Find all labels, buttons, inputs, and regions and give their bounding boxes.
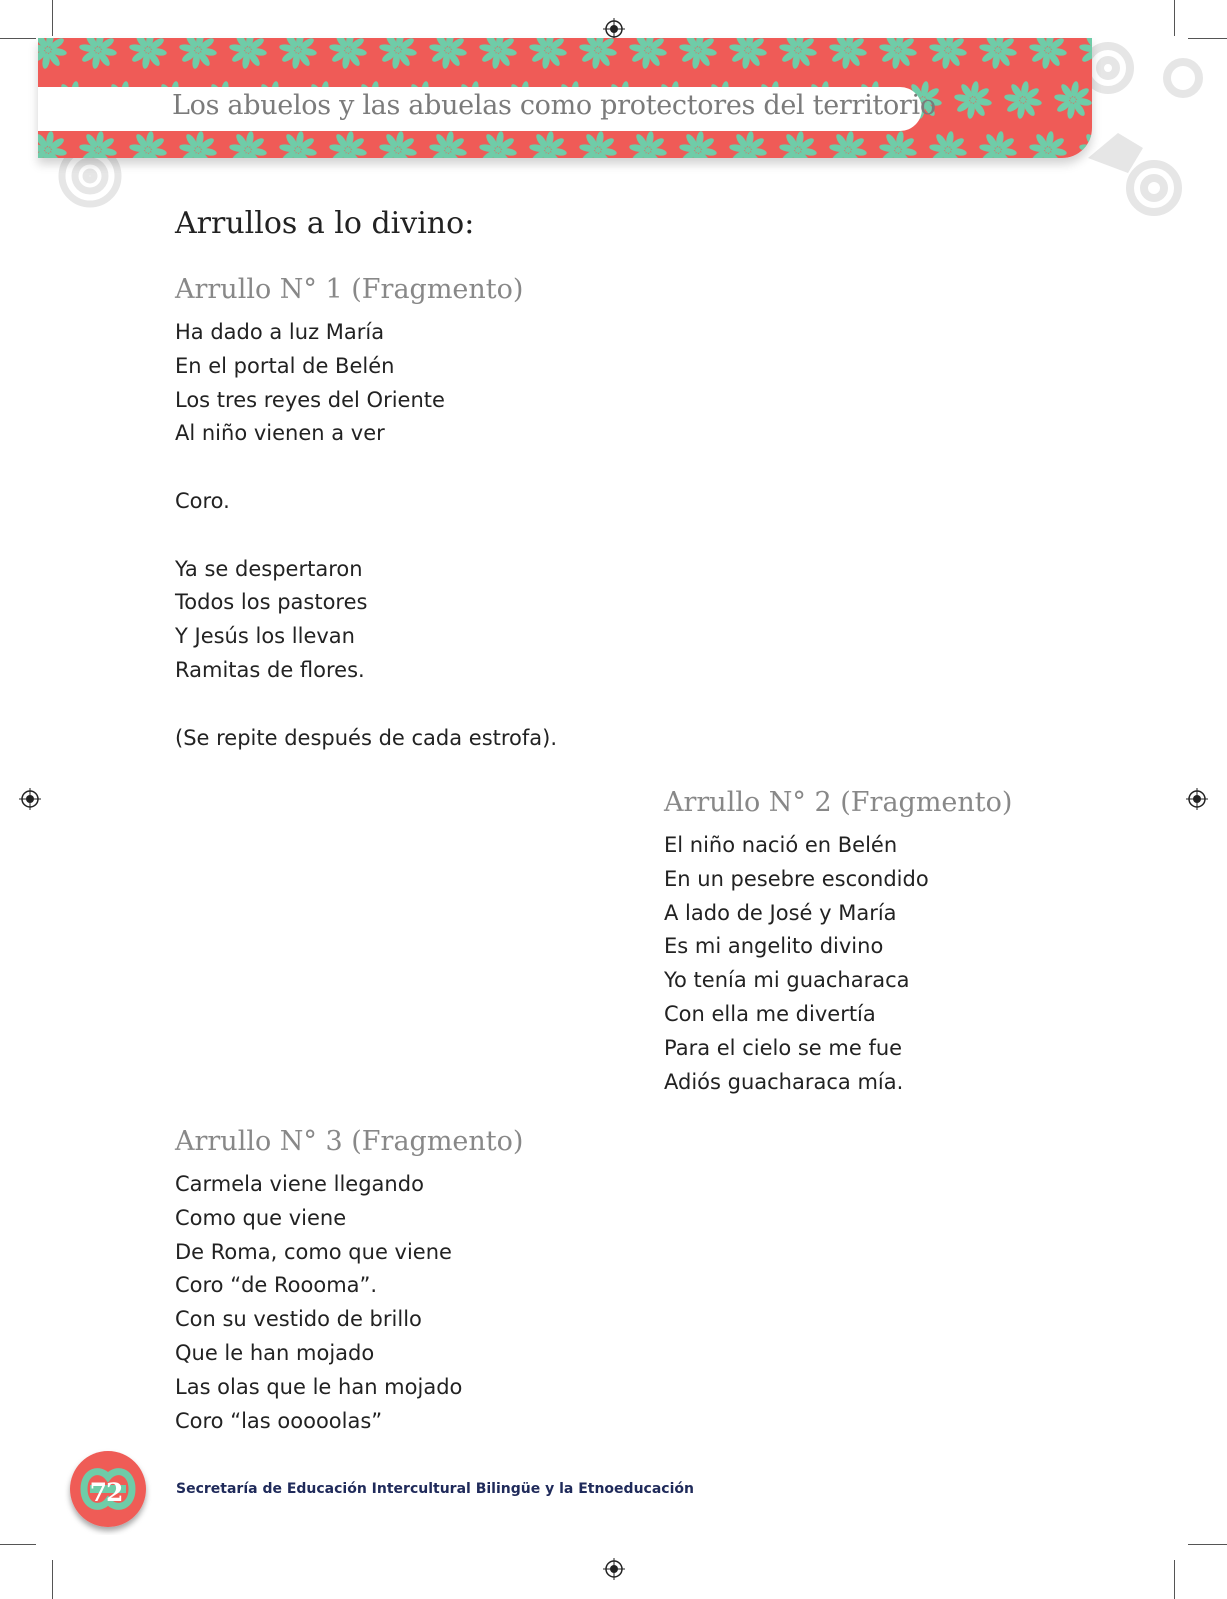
verse-line: Es mi angelito divino: [664, 934, 884, 959]
verse-line: Como que viene: [175, 1205, 347, 1230]
arrullo-3-title: Arrullo N° 3 (Fragmento): [175, 1126, 524, 1157]
crop-mark: [1174, 1560, 1175, 1599]
verse-line: Coro “las ooooolas”: [175, 1408, 383, 1433]
verse-line: Ramitas de flores.: [175, 657, 365, 682]
spiral-decoration-icon: [1088, 38, 1227, 248]
header-title: Los abuelos y las abuelas como protectores del territorio: [172, 90, 936, 121]
verse-line: Ha dado a luz María: [175, 320, 385, 344]
arrullo-2-title: Arrullo N° 2 (Fragmento): [664, 787, 1013, 818]
crop-mark: [52, 0, 53, 36]
verse-line: De Roma, como que viene: [175, 1239, 452, 1264]
verse-line: En un pesebre escondido: [664, 866, 929, 891]
page-number: 72: [89, 1478, 123, 1507]
arrullo-1: [175, 274, 557, 755]
registration-mark-icon: [603, 18, 625, 40]
verse-line: Todos los pastores: [175, 590, 368, 615]
verse-line: Para el cielo se me fue: [664, 1035, 903, 1060]
registration-mark-icon: [603, 1558, 625, 1580]
verse-line: Coro “de Roooma”.: [175, 1273, 378, 1298]
verse-line: Con su vestido de brillo: [175, 1307, 422, 1332]
arrullo-3: [175, 1126, 523, 1438]
arrullo-2: [664, 787, 1012, 1099]
crop-mark: [0, 1544, 36, 1545]
verse-line: A lado de José y María: [664, 900, 897, 925]
arrullo-1-title: Arrullo N° 1 (Fragmento): [175, 274, 524, 305]
crop-mark: [52, 1560, 53, 1599]
section-heading: Arrullos a lo divino:: [175, 206, 475, 241]
verse-line: Las olas que le han mojado: [175, 1374, 463, 1399]
verse-line: Carmela viene llegando: [175, 1172, 424, 1196]
crop-mark: [1174, 0, 1175, 36]
verse-line: Y Jesús los llevan: [175, 624, 355, 649]
footer-text: Secretaría de Educación Intercultural Bilingüe y la Etnoeducación: [176, 1481, 694, 1497]
verse-line: En el portal de Belén: [175, 353, 395, 378]
verse-line: Que le han mojado: [175, 1340, 375, 1365]
registration-mark-icon: [19, 788, 41, 810]
repeat-note: (Se repite después de cada estrofa).: [175, 725, 558, 750]
verse-line: El niño nació en Belén: [664, 833, 898, 857]
verse-line: Con ella me divertía: [664, 1001, 876, 1026]
verse-line: Yo tenía mi guacharaca: [664, 968, 910, 993]
verse-line: Adiós guacharaca mía.: [664, 1069, 904, 1094]
coro-label: Coro.: [175, 488, 230, 513]
crop-mark: [1188, 1544, 1227, 1545]
verse-line: Ya se despertaron: [175, 556, 363, 581]
verse-line: Los tres reyes del Oriente: [175, 387, 445, 412]
crop-mark: [0, 38, 36, 39]
registration-mark-icon: [1186, 788, 1208, 810]
verse-line: Al niño vienen a ver: [175, 421, 385, 446]
